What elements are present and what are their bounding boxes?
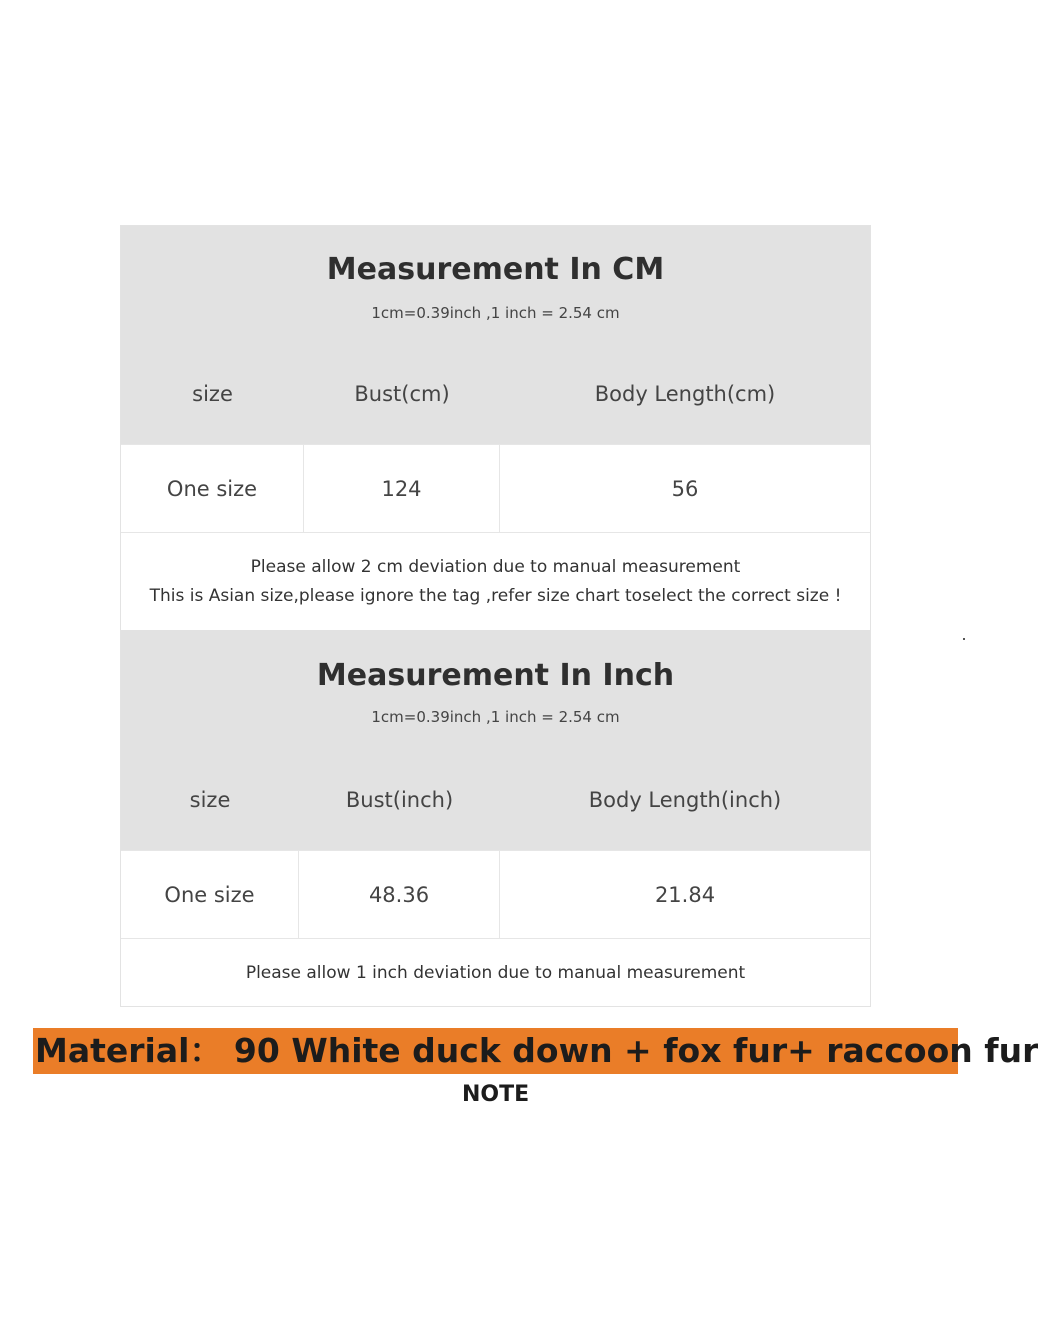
cm-cell-bust: 124 — [304, 445, 500, 532]
cm-conversion-note: 1cm=0.39inch ,1 inch = 2.54 cm — [371, 304, 620, 322]
cm-cell-size: One size — [121, 445, 304, 532]
stray-dot — [963, 638, 965, 640]
cut-off-heading-text: NOTE — [462, 1082, 530, 1107]
inch-header-length: Body Length(inch) — [588, 788, 782, 812]
cm-header-length: Body Length(cm) — [594, 382, 776, 406]
inch-title: Measurement In Inch — [316, 658, 675, 693]
inch-table-row — [121, 850, 870, 938]
inch-header-block — [121, 630, 870, 850]
cm-cell-length: 56 — [671, 476, 699, 501]
inch-cell-length: 21.84 — [654, 882, 716, 907]
inch-notes — [121, 938, 870, 1006]
inch-conversion-note: 1cm=0.39inch ,1 inch = 2.54 cm — [371, 708, 620, 726]
inch-cell-size: One size — [121, 851, 299, 938]
cm-header-bust: Bust(cm) — [354, 382, 450, 406]
cm-header-size: size — [192, 382, 233, 406]
cm-note-asian-size: This is Asian size,please ignore the tag ,refer size chart toselect the correct size ! — [149, 586, 842, 606]
inch-cell-bust: 48.36 — [299, 851, 500, 938]
inch-note-deviation: Please allow 1 inch deviation due to manual measurement — [245, 963, 746, 983]
material-banner: Material： 90 White duck down + fox fur+ raccoon fur — [33, 1028, 958, 1074]
cm-notes — [121, 532, 870, 630]
cut-off-heading — [0, 1082, 1000, 1107]
cm-note-deviation: Please allow 2 cm deviation due to manual measurement — [250, 557, 741, 577]
cm-header-block — [121, 226, 870, 444]
inch-header-bust: Bust(inch) — [345, 788, 454, 812]
size-chart — [120, 225, 871, 1007]
cm-table-row — [121, 444, 870, 532]
inch-header-size: size — [189, 788, 231, 812]
cm-title: Measurement In CM — [326, 252, 665, 287]
